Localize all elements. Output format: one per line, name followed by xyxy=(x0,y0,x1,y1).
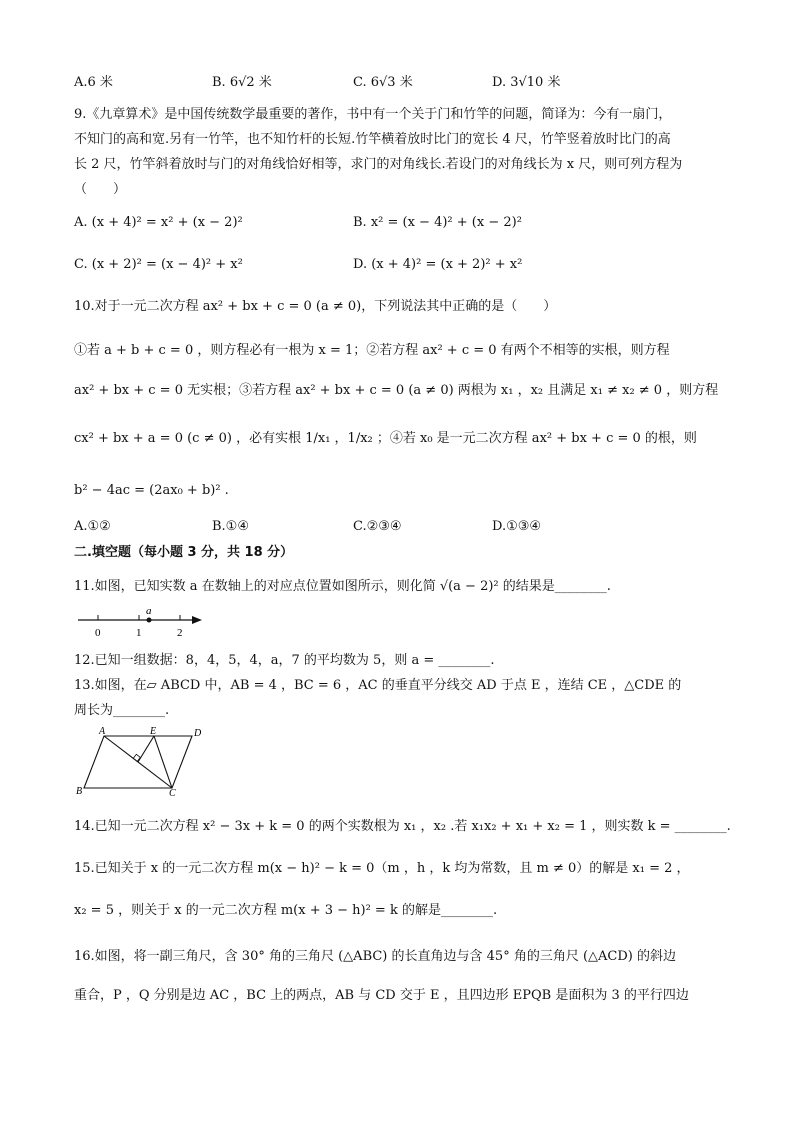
tick-label-1: 1 xyxy=(136,627,142,639)
q15-line-1: 15.已知关于 x 的一元二次方程 m(x − h)² − k = 0（m ，h ，k 均为常数，且 m ≠ 0）的解是 x₁ = 2 ， xyxy=(74,861,690,876)
q10-line-1: 10.对于一元二次方程 ax² + bx + c = 0 (a ≠ 0)，下列说法其中正确的是（ ） xyxy=(74,299,557,314)
vertex-e: E xyxy=(150,726,157,737)
q13-line-1: 13.如图，在▱ ABCD 中，AB = 4 ，BC = 6 ，AC 的垂直平分线交 AD 于点 E ，连结 CE ，△CDE 的 xyxy=(74,678,682,693)
q15-line-2: x₂ = 5 ，则关于 x 的一元二次方程 m(x + 3 − h)² = k 的解是________. xyxy=(74,903,498,918)
q9-line-4: （ ） xyxy=(74,182,127,197)
point-a-label: a xyxy=(146,605,152,617)
q16-line-2: 重合，P ，Q 分别是边 AC ，BC 上的两点，AB 与 CD 交于 E ，且四边形 EPQB 是面积为 3 的平行四边 xyxy=(74,988,689,1003)
q8-option-a: A.6 米 xyxy=(74,75,113,90)
section-2-heading: 二.填空题（每小题 3 分，共 18 分） xyxy=(74,545,294,560)
vertex-b: B xyxy=(76,786,83,796)
q10-option-d: D.①③④ xyxy=(492,519,542,534)
q8-option-c: C. 6√3 米 xyxy=(353,75,413,90)
q10-option-a: A.①② xyxy=(74,519,111,534)
vertex-a: A xyxy=(99,726,106,737)
q8-option-b: B. 6√2 米 xyxy=(212,75,272,90)
q10-line-2: ①若 a + b + c = 0 ，则方程必有一根为 x = 1；②若方程 ax² + c = 0 有两个不相等的实根，则方程 xyxy=(74,343,670,358)
point-a xyxy=(147,618,152,623)
q9-line-1: 9.《九章算术》是中国传统数学最重要的著作，书中有一个关于门和竹竿的问题，简译为：今有一扇门， xyxy=(74,107,672,122)
parallelogram-figure xyxy=(72,724,212,796)
q13-line-2: 周长为________. xyxy=(74,703,170,718)
q14-text: 14.已知一元二次方程 x² − 3x + k = 0 的两个实数根为 x₁ ，x₂ .若 x₁x₂ + x₁ + x₂ = 1 ，则实数 k = ________. xyxy=(74,819,731,834)
q8-option-d: D. 3√10 米 xyxy=(492,75,561,90)
segment-ce xyxy=(154,736,172,788)
q10-line-4: cx² + bx + a = 0 (c ≠ 0) ，必有实根 1/x₁ ，1/x₂ ；④若 x₀ 是一元二次方程 ax² + bx + c = 0 的根，则 xyxy=(74,431,697,446)
number-line-figure xyxy=(76,604,206,640)
tick-label-0: 0 xyxy=(95,627,101,639)
q12-text: 12.已知一组数据：8，4，5，4，a，7 的平均数为 5，则 a = ________. xyxy=(74,653,495,668)
perpendicular-bisector xyxy=(138,736,154,762)
vertex-d: D xyxy=(194,728,202,739)
number-line-arrow xyxy=(192,616,202,624)
q10-option-b: B.①④ xyxy=(212,519,249,534)
q9-line-2: 不知门的高和宽.另有一竹竿，也不知竹杆的长短.竹竿横着放时比门的宽长 4 尺，竹竿竖着放时比门的高 xyxy=(74,132,671,147)
q9-option-d: D. (x + 4)² = (x + 2)² + x² xyxy=(353,257,523,272)
q9-line-3: 长 2 尺，竹竿斜着放时与门的对角线恰好相等，求门的对角线长.若设门的对角线长为 x 尺，则可列方程为 xyxy=(74,157,683,172)
q16-line-1: 16.如图，将一副三角尺，含 30° 角的三角尺 (△ABC) 的长直角边与含 45° 角的三角尺 (△ACD) 的斜边 xyxy=(74,949,676,964)
q11-text: 11.如图，已知实数 a 在数轴上的对应点位置如图所示，则化简 √(a − 2)² 的结果是________. xyxy=(74,579,611,594)
q9-option-c: C. (x + 2)² = (x − 4)² + x² xyxy=(74,257,243,272)
q9-option-b: B. x² = (x − 4)² + (x − 2)² xyxy=(353,215,522,230)
tick-label-2: 2 xyxy=(177,627,183,639)
q10-line-3: ax² + bx + c = 0 无实根；③若方程 ax² + bx + c = 0 (a ≠ 0) 两根为 x₁ ，x₂ 且满足 x₁ ≠ x₂ ≠ 0 ，则方程 xyxy=(74,383,719,398)
q10-line-5: b² − 4ac = (2ax₀ + b)² . xyxy=(74,483,229,498)
q10-option-c: C.②③④ xyxy=(353,519,402,534)
vertex-c: C xyxy=(169,788,176,796)
q9-option-a: A. (x + 4)² = x² + (x − 2)² xyxy=(74,215,243,230)
